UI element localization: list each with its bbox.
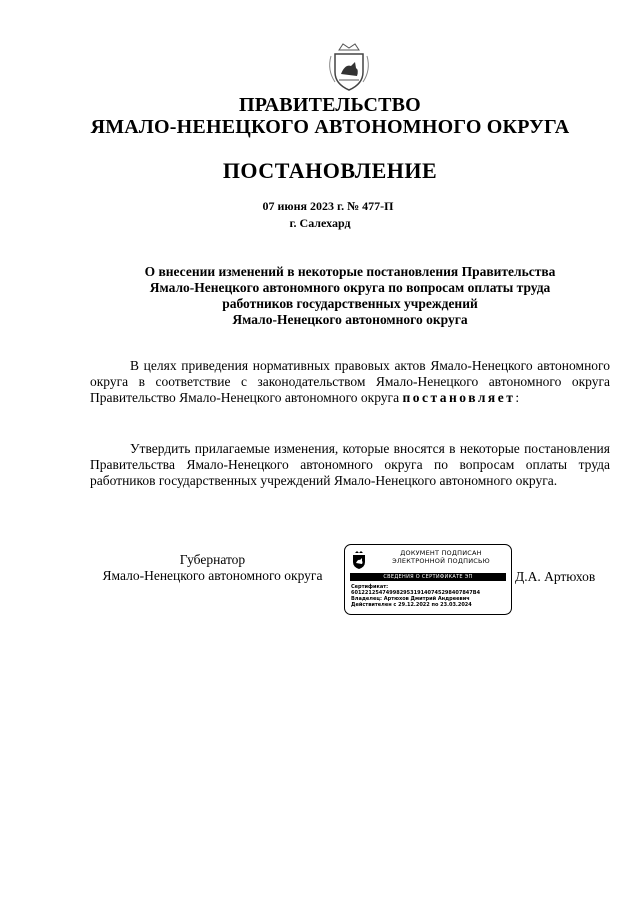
coat-of-arms-emblem: [325, 40, 373, 92]
stamp-validity: Действителен с 29.12.2022 по 23.03.2024: [351, 602, 472, 608]
government-title-line2: ЯМАЛО-НЕНЕЦКОГО АВТОНОМНОГО ОКРУГА: [90, 116, 570, 138]
document-subject: [90, 264, 610, 328]
signatory-position-line2: Ямало-Ненецкого автономного округа: [102, 568, 323, 583]
stamp-certificate-bar: СВЕДЕНИЯ О СЕРТИФИКАТЕ ЭП: [350, 573, 506, 581]
stamp-owner: Владелец: Артюхов Дмитрий Андреевич: [351, 596, 470, 602]
subject-line: Ямало-Ненецкого автономного округа по вопросам оплаты труда: [149, 280, 551, 295]
subject-line: работников государственных учреждений: [222, 296, 478, 311]
preamble-colon: :: [515, 390, 520, 405]
stamp-cert-label: Сертификат:: [351, 584, 389, 590]
stamp-heading-line2: ЭЛЕКТРОННОЙ ПОДПИСЬЮ: [392, 557, 490, 565]
electronic-signature-stamp: [344, 544, 512, 615]
subject-line: О внесении изменений в некоторые постановления Правительства: [144, 264, 556, 279]
document-date-number: 07 июня 2023 г. № 477-П: [262, 199, 394, 213]
stamp-heading: [373, 549, 509, 565]
document-city: г. Салехард: [289, 216, 351, 230]
signatory-position: [90, 552, 335, 584]
stamp-heading-line1: ДОКУМЕНТ ПОДПИСАН: [400, 549, 482, 557]
resolution-paragraph: Утвердить прилагаемые изменения, которые вносятся в некоторые постановления Правительства Ямало-Ненецкого автономного округа по вопросам оплаты труда работников государственных учреждений Ямало-Ненецкого автономного округа.: [90, 441, 610, 488]
signatory-position-line1: Губернатор: [179, 552, 246, 567]
stamp-emblem-icon: [350, 550, 368, 570]
stamp-cert-number: 60122125474998295319140745298407847B4: [351, 590, 481, 596]
preamble-text: В целях приведения нормативных правовых актов Ямало-Ненецкого автономного округа в соответствие с законодательством Ямало-Ненецкого автономного округа Правительство Ямало-Ненецкого автономного округа: [90, 358, 610, 405]
resolves-word: постановляет: [402, 390, 516, 405]
document-type-heading: ПОСТАНОВЛЕНИЕ: [222, 158, 438, 183]
subject-line: Ямало-Ненецкого автономного округа: [232, 312, 468, 327]
government-title-line1: ПРАВИТЕЛЬСТВО: [239, 94, 421, 116]
preamble-paragraph: [90, 358, 610, 406]
signatory-name: Д.А. Артюхов: [515, 569, 596, 584]
